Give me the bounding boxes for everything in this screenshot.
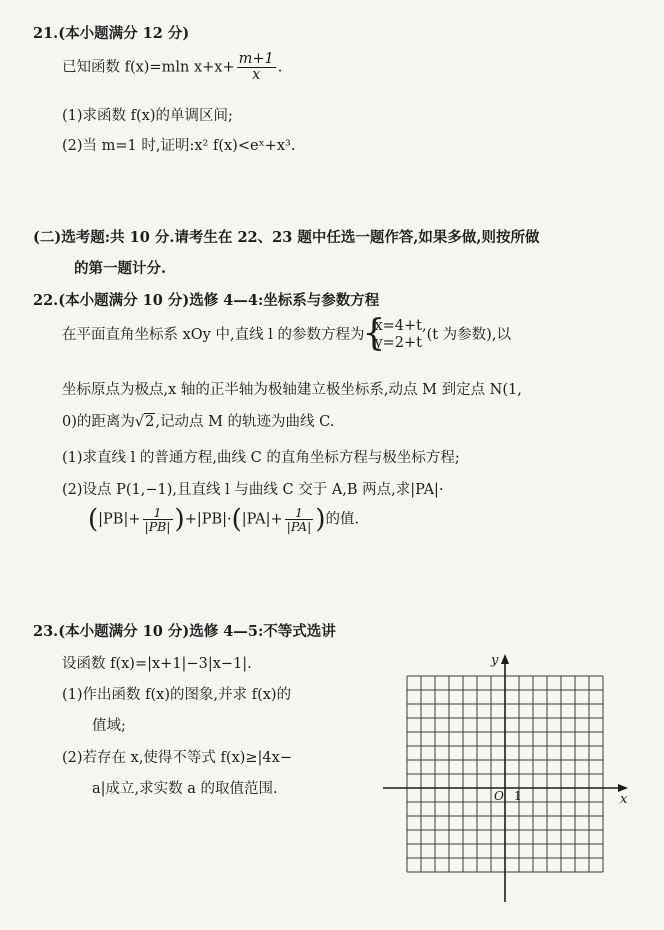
q21-given-prefix: 已知函数: [62, 59, 125, 76]
q21-frac-num: m+1: [238, 51, 274, 67]
q22-part2-line2: [88, 506, 359, 533]
q22-line3: [62, 410, 334, 431]
elective-line1: (二)选考题:共 10 分.请考生在 22、23 题中任选一题作答,如果多做,则按所做: [33, 229, 540, 246]
q22-p2-a: |PB|+: [98, 511, 141, 528]
q22-line1: [62, 313, 511, 354]
q22-frac2-num: 1: [285, 506, 314, 520]
right-paren: ): [174, 504, 185, 535]
q22-part1: (1)求直线 l 的普通方程,曲线 C 的直角坐标方程与极坐标方程;: [62, 450, 460, 466]
q22-frac2: [285, 506, 314, 533]
q22-frac1-num: 1: [143, 506, 173, 520]
q23-header: 23.(本小题满分 10 分)选修 4—5:不等式选讲: [33, 623, 336, 640]
grid-lines: [407, 676, 603, 872]
q23-part1-a: (1)作出函数 f(x)的图象,并求 f(x)的: [62, 687, 292, 703]
origin-label: O: [494, 789, 504, 803]
q22-p2-d: 的值.: [325, 511, 360, 528]
q21-func: f(x)=mln x+x+: [124, 59, 235, 76]
y-axis-arrow: [501, 654, 509, 664]
q22-header: 22.(本小题满分 10 分)选修 4—4:坐标系与参数方程: [33, 292, 380, 309]
x-axis-arrow: [618, 784, 628, 792]
q21-given-suffix: .: [277, 59, 283, 76]
elective-line2: 的第一题计分.: [74, 260, 167, 277]
q22-p2-c: |PA|+: [241, 511, 283, 528]
q22-part2-line1: (2)设点 P(1,−1),且直线 l 与曲线 C 交于 A,B 两点,求|PA|·: [62, 482, 444, 498]
q21-header: 21.(本小题满分 12 分): [33, 25, 190, 42]
q22-frac2-den: |PA|: [286, 519, 312, 534]
q22-sqrt-value: 2: [145, 414, 155, 430]
q22-l1-suffix: (t 为参数),以: [426, 327, 511, 343]
left-paren: (: [231, 504, 242, 535]
q22-param-system: [362, 313, 427, 354]
q23-line1: 设函数 f(x)=|x+1|−3|x−1|.: [62, 656, 252, 672]
q22-l1-prefix: 在平面直角坐标系 xOy 中,直线 l 的参数方程为: [62, 327, 365, 343]
left-paren: (: [88, 504, 99, 535]
q22-frac1-den: |PB|: [144, 519, 171, 534]
q22-line2: 坐标原点为极点,x 轴的正半轴为极轴建立极坐标系,动点 M 到定点 N(1,: [62, 382, 522, 398]
q22-sys-row1: x=4+t,: [374, 318, 427, 334]
q22-p2-b: +|PB|·: [184, 511, 232, 528]
unit-label: 1: [514, 789, 522, 803]
q22-l3-suffix: ,记动点 M 的轨迹为曲线 C.: [155, 414, 335, 430]
q22-l3-prefix: 0)的距离为: [62, 414, 135, 430]
q23-part2-b: a|成立,求实数 a 的取值范围.: [92, 781, 278, 797]
y-axis-label: y: [491, 653, 499, 668]
q21-frac-den: x: [252, 67, 261, 83]
q21-part1: (1)求函数 f(x)的单调区间;: [62, 108, 233, 124]
q23-part1-b: 值域;: [92, 718, 126, 734]
x-axis-label: x: [620, 792, 628, 807]
q21-fraction: [237, 52, 276, 83]
q21-given: [62, 52, 282, 83]
q21-part2: (2)当 m=1 时,证明:x² f(x)<eˣ+x³.: [62, 138, 296, 154]
q22-sys-row2: y=2+t: [374, 335, 422, 351]
sqrt-symbol: √: [134, 414, 145, 430]
q22-frac1: [143, 506, 173, 533]
q22-brace: {: [362, 313, 386, 354]
q23-part2-a: (2)若存在 x,使得不等式 f(x)≥|4x−: [62, 750, 292, 766]
right-paren: ): [315, 504, 326, 535]
